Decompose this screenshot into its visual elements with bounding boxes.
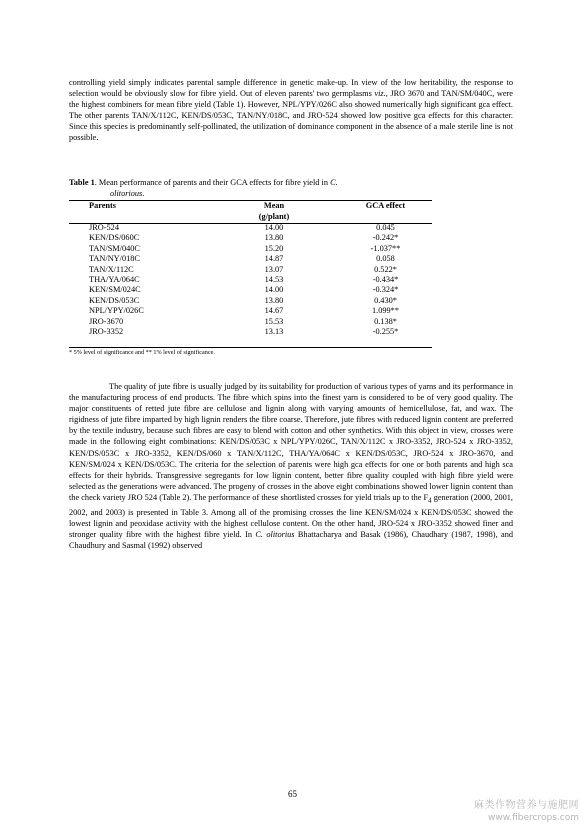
table-row: [69, 265, 432, 275]
cell-mean: 13.80: [264, 295, 284, 305]
cell-parent: JRO-3670: [89, 316, 124, 326]
cell-mean: 15.53: [264, 316, 284, 326]
table-caption: [69, 177, 519, 199]
header-gca: GCA effect: [365, 201, 406, 210]
italic-text: viz.: [374, 89, 386, 99]
watermark-url: www.fibercrops.com: [488, 813, 579, 823]
table-body: [69, 223, 432, 337]
cell-gca: -0.324*: [372, 285, 399, 295]
cell-mean: 14.00: [264, 285, 284, 295]
table-footnote: * 5% level of significance and ** 1% level of significance.: [69, 349, 215, 356]
table-label: Table 1: [69, 178, 95, 187]
header-mean: [209, 201, 339, 223]
cell-gca: -0.242*: [372, 233, 399, 243]
paragraph-text: generation (2000, 2001, 2002, and 2003) is presented in Table 3. Among all of the promising crosses the line KEN/SM/024 x KEN/DS/053C showed the lowest lignin and peoxidase activity with the highest cellulose content. On the other hand, JRO-524 x JRO-3352 showed finer and stronger quality fibre with the highest fibre yield. In: [69, 492, 513, 539]
cell-gca: 0.430*: [374, 295, 397, 305]
header-parents: Parents: [89, 201, 117, 210]
paragraph-fibre-quality: [69, 381, 513, 551]
cell-parent: TAN/NY/018C: [89, 254, 140, 264]
table-row: [69, 306, 432, 316]
cell-parent: THA/YA/064C: [89, 275, 140, 285]
cell-mean: 13.07: [264, 264, 284, 274]
page-number: 65: [288, 789, 297, 799]
table-row: [69, 317, 432, 327]
cell-mean: 14.87: [264, 254, 284, 264]
cell-gca: 0.522*: [374, 264, 397, 274]
paragraph-text: , JRO 3670 and TAN/SM/040C, were the highest combiners for mean fibre yield (Table 1). However, NPL/YPY/026C also showed numerically high significant gca effect. The other parents TAN/X/112C, KEN/DS/053C, TAN/NY/018C, and JRO-524 showed low positive gca effects for this character. Since this species is predominantly self-pollinated, the utilization of dominance component in the absence of a male sterile line is not possible.: [69, 89, 513, 143]
cell-mean: 14.00: [264, 223, 284, 232]
cell-parent: JRO-3352: [89, 327, 124, 337]
table-row: [69, 275, 432, 285]
watermark-chinese: 麻类作物营养与施肥网: [474, 800, 579, 811]
table-row: [69, 254, 432, 264]
cell-gca: -0.255*: [372, 327, 399, 337]
paragraph-text: The quality of jute fibre is usually judged by its suitability for production of various types of yarns and its performance in the manufacturing process of end products. The fibre which spins into the finest yarn is considered to be of very good quality. The major constituents of retted jute fibre are cellulose and lignin along with varying amounts of hemicellulose, fat, and wax. The rigidness of jute fibre imparted by high lignin renders the fibre coarse. Therefore, jute fibres with reduced lignin content are preferred by the textile industry, because such fibres are easy to blend with cotton and other synthetics. With this object in view, crosses were made in the following eight combinations: KEN/DS/053C x NPL/YPY/026C, TAN/X/112C x JRO-3352, JRO-524 x JRO-3352, KEN/DS/053C x JRO-3352, KEN/DS/060 x TAN/X/112C, THA/YA/064C x KEN/DS/053C, JRO-524 x JRO-3670, and KEN/SM/024 x KEN/DS/053C. The criteria for the selection of parents were high gca effects for one or both parents and high sca effects for their hybrids. Transgressive segregants for low lignin content, better fibre quality coupled with high fibre yield were selected as the generations were advanced. The progeny of crosses in the above eight combinations showed lower lignin content than the check variety JRO 524 (Table 2). The performance of these shortlisted crosses for yield trials up to the F: [69, 382, 513, 502]
caption-text: . Mean performance of parents and their GCA effects for fibre yield in: [94, 178, 331, 187]
header-mean-line2: (g/plant): [258, 211, 290, 221]
paragraph-gca-discussion: [69, 77, 513, 144]
italic-species: C. olitorius: [255, 529, 295, 539]
table-row: [69, 285, 432, 295]
cell-gca: 1.099**: [372, 306, 399, 316]
cell-gca: 0.045: [376, 223, 395, 232]
table-row: [69, 223, 432, 233]
cell-mean: 13.80: [264, 233, 284, 243]
cell-gca: -0.434*: [372, 275, 399, 285]
cell-parent: NPL/YPY/026C: [89, 306, 144, 316]
cell-parent: JRO-524: [89, 223, 119, 232]
caption-species: C.: [330, 178, 338, 187]
cell-parent: TAN/SM/040C: [89, 243, 140, 253]
gca-table: [69, 201, 432, 337]
caption-text: .: [142, 189, 145, 198]
cell-mean: 15.20: [264, 243, 284, 253]
table-row: [69, 233, 432, 243]
cell-mean: 13.13: [264, 327, 284, 337]
paragraph-text: Bhattacharya and Basak (1986), Chaudhary (1987, 1998), and Chaudhury and Sasmal (1992) observed: [69, 529, 514, 550]
table-row: [69, 327, 432, 337]
header-mean-line1: Mean: [263, 201, 285, 210]
table-row: [69, 296, 432, 306]
watermark: [474, 800, 579, 824]
subscript: 4: [428, 497, 432, 505]
cell-parent: TAN/X/112C: [89, 264, 134, 274]
caption-species: olitorious: [110, 189, 143, 198]
cell-gca: 0.138*: [374, 316, 397, 326]
cell-mean: 14.67: [264, 306, 284, 316]
cell-parent: KEN/DS/060C: [89, 233, 140, 243]
cell-parent: KEN/DS/053C: [89, 295, 140, 305]
cell-gca: 0.058: [376, 254, 395, 264]
table-header-row: [69, 201, 432, 223]
paragraph-text: controlling yield simply indicates parental sample difference in genetic make-up. In view of the low heritability, the response to selection would be obviously slow for fibre yield. Out of eleven parents' two germplasms: [69, 78, 513, 99]
table-bottom-rule: [69, 347, 432, 348]
cell-gca: -1.037**: [370, 243, 401, 253]
cell-parent: KEN/SM/024C: [89, 285, 141, 295]
cell-mean: 14.53: [264, 275, 284, 285]
table-row: [69, 244, 432, 254]
